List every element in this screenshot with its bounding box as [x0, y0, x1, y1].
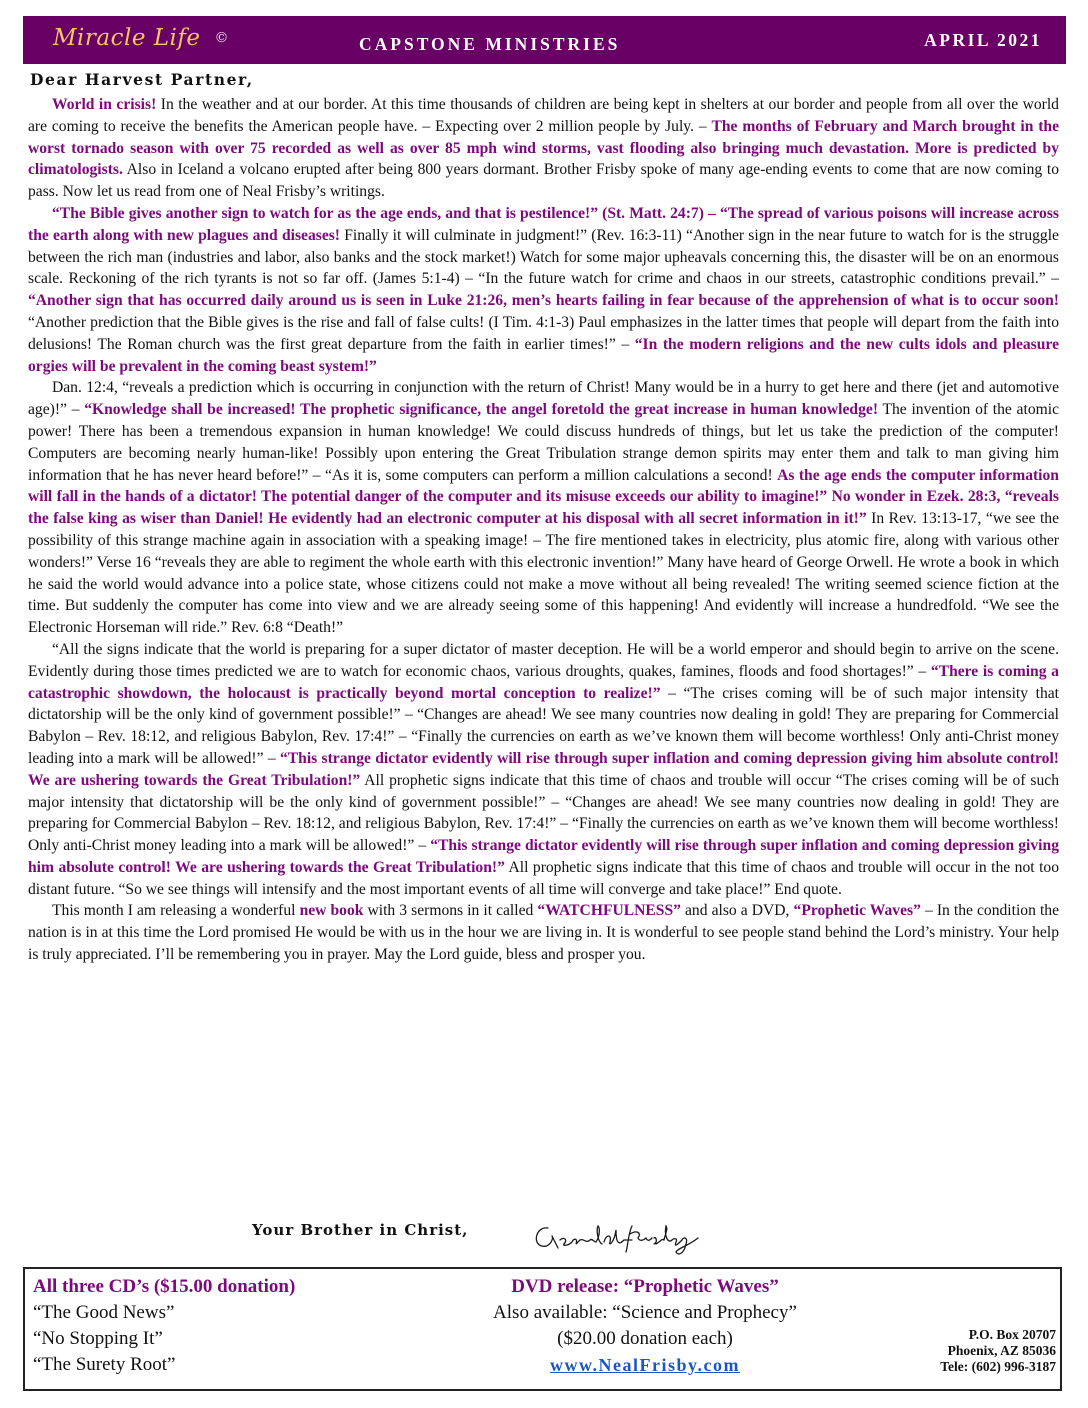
cd-offer — [33, 1274, 295, 1378]
address-city: Phoenix, AZ 85036 — [947, 1343, 1056, 1358]
cd-item: “No Stopping It” — [33, 1328, 163, 1349]
dvd-title: DVD release: “Prophetic Waves” — [511, 1276, 779, 1297]
paragraph — [28, 900, 1059, 965]
highlighted-text: “Another sign that has occurred daily around us is seen in Luke 21:26, men’s hearts failing in fear because of the apprehension of what is to occur soon! — [28, 292, 1059, 310]
address-phone: Tele: (602) 996-3187 — [940, 1359, 1056, 1374]
highlighted-text: new book — [299, 902, 364, 920]
body-text-run: All prophetic signs indicate that this time of chaos and trouble will occur “The crises coming will be of such major intensity that dictatorship will be the only kind of government possible!” – “Changes are ahead! We see many countries now dealing in gold! They are preparing for Commercial Babylon – Rev. 18:12, and religious Babylon, Rev. 17:4!” – “Finally the currencies on earth as we’ve known them will become worthless! Only anti-Christ money leading into a mark will be allowed!” – — [28, 771, 1059, 855]
cd-item: “The Surety Root” — [33, 1354, 176, 1375]
body-text-run: “Another prediction that the Bible gives is the rise and fall of false cults! (I Tim. 4:1-3) Paul emphasizes in the latter times that people will depart from the faith into delusions! The Roman church was the first great departure from the faith in earlier times!” – — [28, 313, 1059, 353]
highlighted-text: “There is coming a catastrophic showdown, the holocaust is practically beyond mortal conception to realize!” — [28, 662, 1059, 702]
issue-date: APRIL 2021 — [924, 30, 1042, 50]
paragraph — [28, 639, 1059, 901]
body-text-run: In Rev. 13:13-17, “we see the possibility of this strange machine again in association with a speaking image! – The fire mentioned takes in electricity, plus atomic fire, along with various other wonders!” Verse 16 “reveals they are able to regiment the whole earth with this electronic invention!” Many have heard of George Orwell. He wrote a book in which he said the world would advance into a police state, whose citizens could not make a move without all being revealed! The writing seemed science fiction at the time. But suddenly the computer has come into view and we are already seeing some of this happening! And evidently will increase a hundredfold. “We see the Electronic Horseman will ride.” Rev. 6:8 “Death!” — [28, 510, 1059, 637]
body-text-run: In the weather and at our border. At this time thousands of children are being kept in shelters at our border and people from all over the world are coming to receive the benefits the American people have. – Expecting over 2 million people by July. – — [28, 96, 1059, 135]
body-text-run: Finally it will culminate in judgment!” (Rev. 16:3-11) “Another sign in the near future to watch for is the struggle between the rich man (industries and labor, also banks and the stock market!) Watch for some major upheavals concerning this, the disaster will be on an enormous scale. Reckoning of the rich tyrants is not so far off. (James 5:1-4) – “In the future watch for crime and chaos in our streets, catastrophic conditions prevail.” – — [28, 226, 1059, 288]
body-text-run: Also in Iceland a volcano erupted after being 800 years dormant. Brother Frisby spoke of many age-ending events to come that are now coming to pass. Now let us read from one of Neal Frisby’s writings. — [28, 161, 1059, 201]
brand-logo — [53, 25, 229, 51]
highlighted-text: “The Bible gives another sign to watch for as the age ends, and that is pestilence!” (St. Matt. 24:7) – “The spread of various poisons will increase across the earth along with new plagues and diseases! — [28, 204, 1059, 244]
dvd-also-available: Also available: “Science and Prophecy” — [493, 1302, 797, 1323]
copyright-symbol: © — [214, 30, 230, 46]
body-text-run: – “The crises coming will be of such major intensity that dictatorship will be the only kind of government possible!” – “Changes are ahead! We see many countries now dealing in gold! They are preparing for Commercial Babylon – Rev. 18:12, and religious Babylon, Rev. 17:4!” – “Finally the currencies on earth as we’ve known them will become worthless! Only anti-Christ money leading into a mark will be allowed!” – — [28, 684, 1060, 767]
paragraph — [28, 203, 1059, 377]
highlighted-text: “Prophetic Waves” — [793, 902, 921, 920]
organization-name: CAPSTONE MINISTRIES — [359, 34, 621, 54]
handwritten-signature — [528, 1218, 728, 1258]
body-text-run: with 3 sermons in it called — [363, 902, 538, 920]
website-link[interactable]: www.NealFrisby.com — [550, 1355, 740, 1375]
mailing-address — [940, 1327, 1056, 1375]
highlighted-text: “Knowledge shall be increased! The prophetic significance, the angel foretold the great increase in human knowledge! — [84, 401, 879, 419]
highlighted-text: “WATCHFULNESS” — [537, 902, 681, 920]
cd-offer-title: All three CD’s ($15.00 donation) — [33, 1276, 296, 1297]
body-text-run: This month I am releasing a wonderful — [52, 902, 300, 920]
brand-name: Miracle Life — [53, 25, 201, 51]
dvd-offer — [455, 1274, 835, 1379]
cd-item: “The Good News” — [33, 1302, 175, 1323]
header-banner — [23, 16, 1066, 64]
highlighted-text: As the age ends the computer information will fall in the hands of a dictator! The potential danger of the computer and its misuse exceeds our ability to imagine!” No wonder in Ezek. 28:3, “reveals the false king as wiser than Daniel! He evidently had an electronic computer at his disposal with all secret information in it!” — [28, 466, 1059, 528]
highlighted-text: World in crisis! — [52, 96, 157, 113]
paragraph — [28, 94, 1059, 203]
body-text-run: Dan. 12:4, “reveals a prediction which is occurring in conjunction with the return of Christ! Many would be in a hurry to get here and there (jet and automotive age)!” – — [28, 379, 1059, 419]
highlighted-text: “This strange dictator evidently will rise through super inflation and coming depression giving him absolute control! We are ushering towards the Great Tribulation!” — [28, 749, 1059, 789]
highlighted-text: “This strange dictator evidently will rise through super inflation and coming depression giving him absolute control! We are ushering towards the Great Tribulation!” — [28, 837, 1059, 876]
body-text-run: All prophetic signs indicate that this time of chaos and trouble will occur in the not too distant future. “So we see things will intensify and the most important events of all time will converge and take place!” End quote. — [28, 858, 1060, 898]
footer-box — [23, 1267, 1062, 1391]
paragraph — [28, 377, 1059, 639]
highlighted-text: “In the modern religions and the new cults idols and pleasure orgies will be prevalent in the coming beast system!” — [28, 335, 1059, 375]
body-text-run: – In the condition the nation is in at this time the Lord promised He would be with us in the hour we are living in. It is wonderful to see people stand behind the Lord’s ministry. Your help is truly appreciated. I’ll be remembering you in prayer. May the Lord guide, bless and prosper you. — [28, 902, 1059, 964]
closing-label: Your Brother in Christ, — [252, 1221, 469, 1239]
letter-body — [28, 94, 1059, 966]
dvd-price: ($20.00 donation each) — [557, 1328, 733, 1349]
body-text-run: “All the signs indicate that the world is preparing for a super dictator of master deception. He will be a world emperor and should begin to arrive on the scene. Evidently during those times predicted we are to watch for economic chaos, various droughts, quakes, famines, floods and food shortages!” – — [28, 640, 1059, 680]
highlighted-text: The months of February and March brought in the worst tornado season with over 75 recorded as well as over 85 mph wind storms, vast flooding also bringing much devastation. More is predicted by climatologists. — [28, 117, 1060, 179]
body-text-run: The invention of the atomic power! There has been a tremendous expansion in human knowledge! We could discuss hundreds of things, but let us take the prediction of the computer! Computers are becoming nearly human-like! Possibly upon entering the Great Tribulation strange demon spirits may enter them and talk to man giving him information that he has never heard before!” – “As it is, some computers can perform a million calculations a second! — [28, 401, 1059, 484]
signature — [528, 1218, 728, 1262]
greeting: Dear Harvest Partner, — [30, 70, 254, 89]
address-po-box: P.O. Box 20707 — [968, 1327, 1056, 1342]
body-text-run: and also a DVD, — [680, 902, 794, 920]
